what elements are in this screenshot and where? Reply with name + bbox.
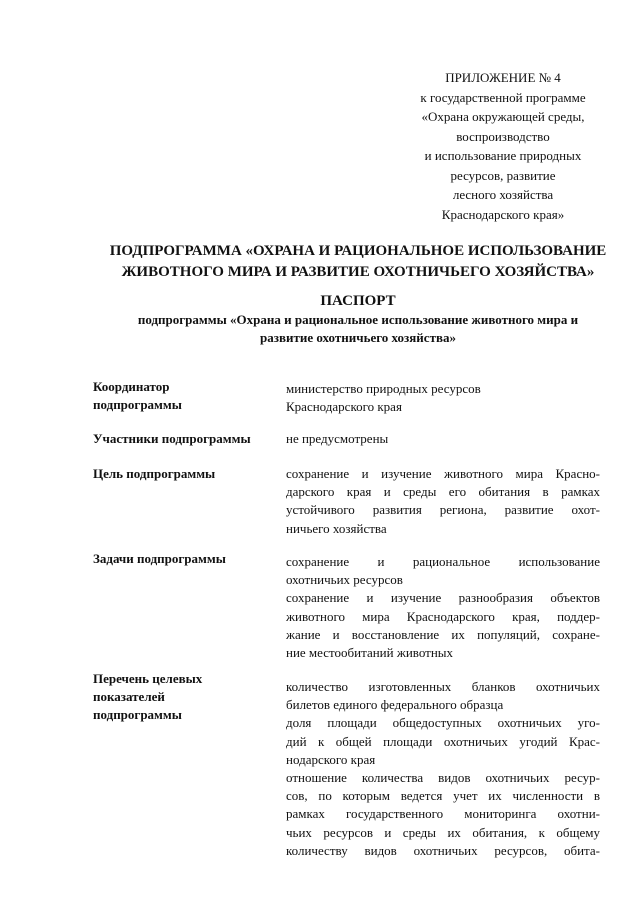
- value-line: доля площади общедоступных охотничьих уго-: [286, 715, 600, 731]
- value-line: нодарского края: [286, 751, 376, 767]
- label-line: подпрограммы: [93, 397, 182, 412]
- label-line: Координатор: [93, 379, 170, 394]
- value-line: жание и восстановление их популяций, сохране-: [286, 626, 600, 642]
- value-line: сохранение и изучение животного мира Красно-: [286, 466, 600, 481]
- value-line: сохранение и рациональное использование: [286, 554, 600, 569]
- passport-subtitle-line: подпрограммы «Охрана и рациональное использование животного мира и: [137, 312, 579, 327]
- value-line: не предусмотрены: [286, 431, 389, 446]
- row-label-indicators: [93, 670, 283, 724]
- row-value-coordinator: [286, 380, 600, 416]
- label-line: Цель подпрограммы: [93, 466, 216, 481]
- value-line: сохранение и изучение разнообразия объектов: [286, 590, 600, 606]
- label-line: Перечень целевых: [93, 671, 203, 686]
- value-line: дий к общей площади охотничьих угодий Крас-: [286, 733, 600, 749]
- appendix-line: лесного хозяйства: [452, 187, 554, 202]
- value-line: ничьего хозяйства: [286, 520, 387, 536]
- value-line: ние местообитаний животных: [286, 645, 454, 661]
- appendix-line: к государственной программе: [420, 89, 586, 105]
- appendix-line: и использование природных: [424, 148, 582, 163]
- appendix-line: «Охрана окружающей среды,: [421, 109, 585, 124]
- value-line: количеству видов охотничьих ресурсов, обита-: [286, 842, 600, 858]
- row-label-goal: [93, 465, 283, 483]
- value-line: билетов единого федерального образца: [286, 697, 504, 713]
- row-value-indicators: [286, 678, 600, 860]
- row-value-tasks: [286, 553, 600, 662]
- value-line: дарского края и среды его обитания в рамках: [286, 484, 600, 500]
- row-label-tasks: [93, 550, 283, 568]
- row-value-goal: [286, 465, 600, 538]
- appendix-line: воспроизводство: [456, 128, 550, 144]
- passport-subtitle-line: развитие охотничьего хозяйства»: [260, 330, 456, 345]
- value-line: рамках государственного мониторинга охотни-: [286, 806, 600, 822]
- value-line: Краснодарского края: [286, 399, 402, 415]
- subprogram-title: [78, 241, 638, 283]
- passport-subtitle: [78, 311, 638, 347]
- appendix-line: ресурсов, развитие: [450, 167, 556, 183]
- value-line: отношение количества видов охотничьих ресур-: [286, 770, 600, 786]
- appendix-line: Краснодарского края»: [441, 206, 565, 222]
- appendix-block: [388, 68, 618, 224]
- value-line: животного мира Краснодарского края, поддер-: [286, 608, 600, 624]
- row-label-coordinator: [93, 378, 283, 414]
- label-line: показателей: [93, 689, 165, 704]
- subprogram-title-line: ПОДПРОГРАММА «ОХРАНА И РАЦИОНАЛЬНОЕ ИСПОЛЬЗОВАНИЕ: [109, 243, 607, 259]
- label-line: подпрограммы: [93, 707, 182, 722]
- value-line: министерство природных ресурсов: [286, 381, 481, 396]
- value-line: сов, по которым ведется учет их численности в: [286, 788, 600, 804]
- value-line: количество изготовленных бланков охотничьих: [286, 679, 600, 694]
- label-line: Задачи подпрограммы: [93, 551, 226, 566]
- row-label-participants: [93, 430, 283, 448]
- value-line: охотничьих ресурсов: [286, 572, 403, 588]
- label-line: Участники подпрограммы: [93, 431, 251, 446]
- row-value-participants: [286, 430, 600, 448]
- appendix-line: ПРИЛОЖЕНИЕ № 4: [445, 70, 561, 85]
- passport-heading: ПАСПОРТ: [320, 293, 396, 309]
- value-line: чьих ресурсов и среды их обитания, к общему: [286, 824, 600, 840]
- value-line: устойчивого развития региона, развитие охот-: [286, 502, 600, 518]
- subprogram-title-line: ЖИВОТНОГО МИРА И РАЗВИТИЕ ОХОТНИЧЬЕГО ХОЗЯЙСТВА»: [121, 264, 595, 280]
